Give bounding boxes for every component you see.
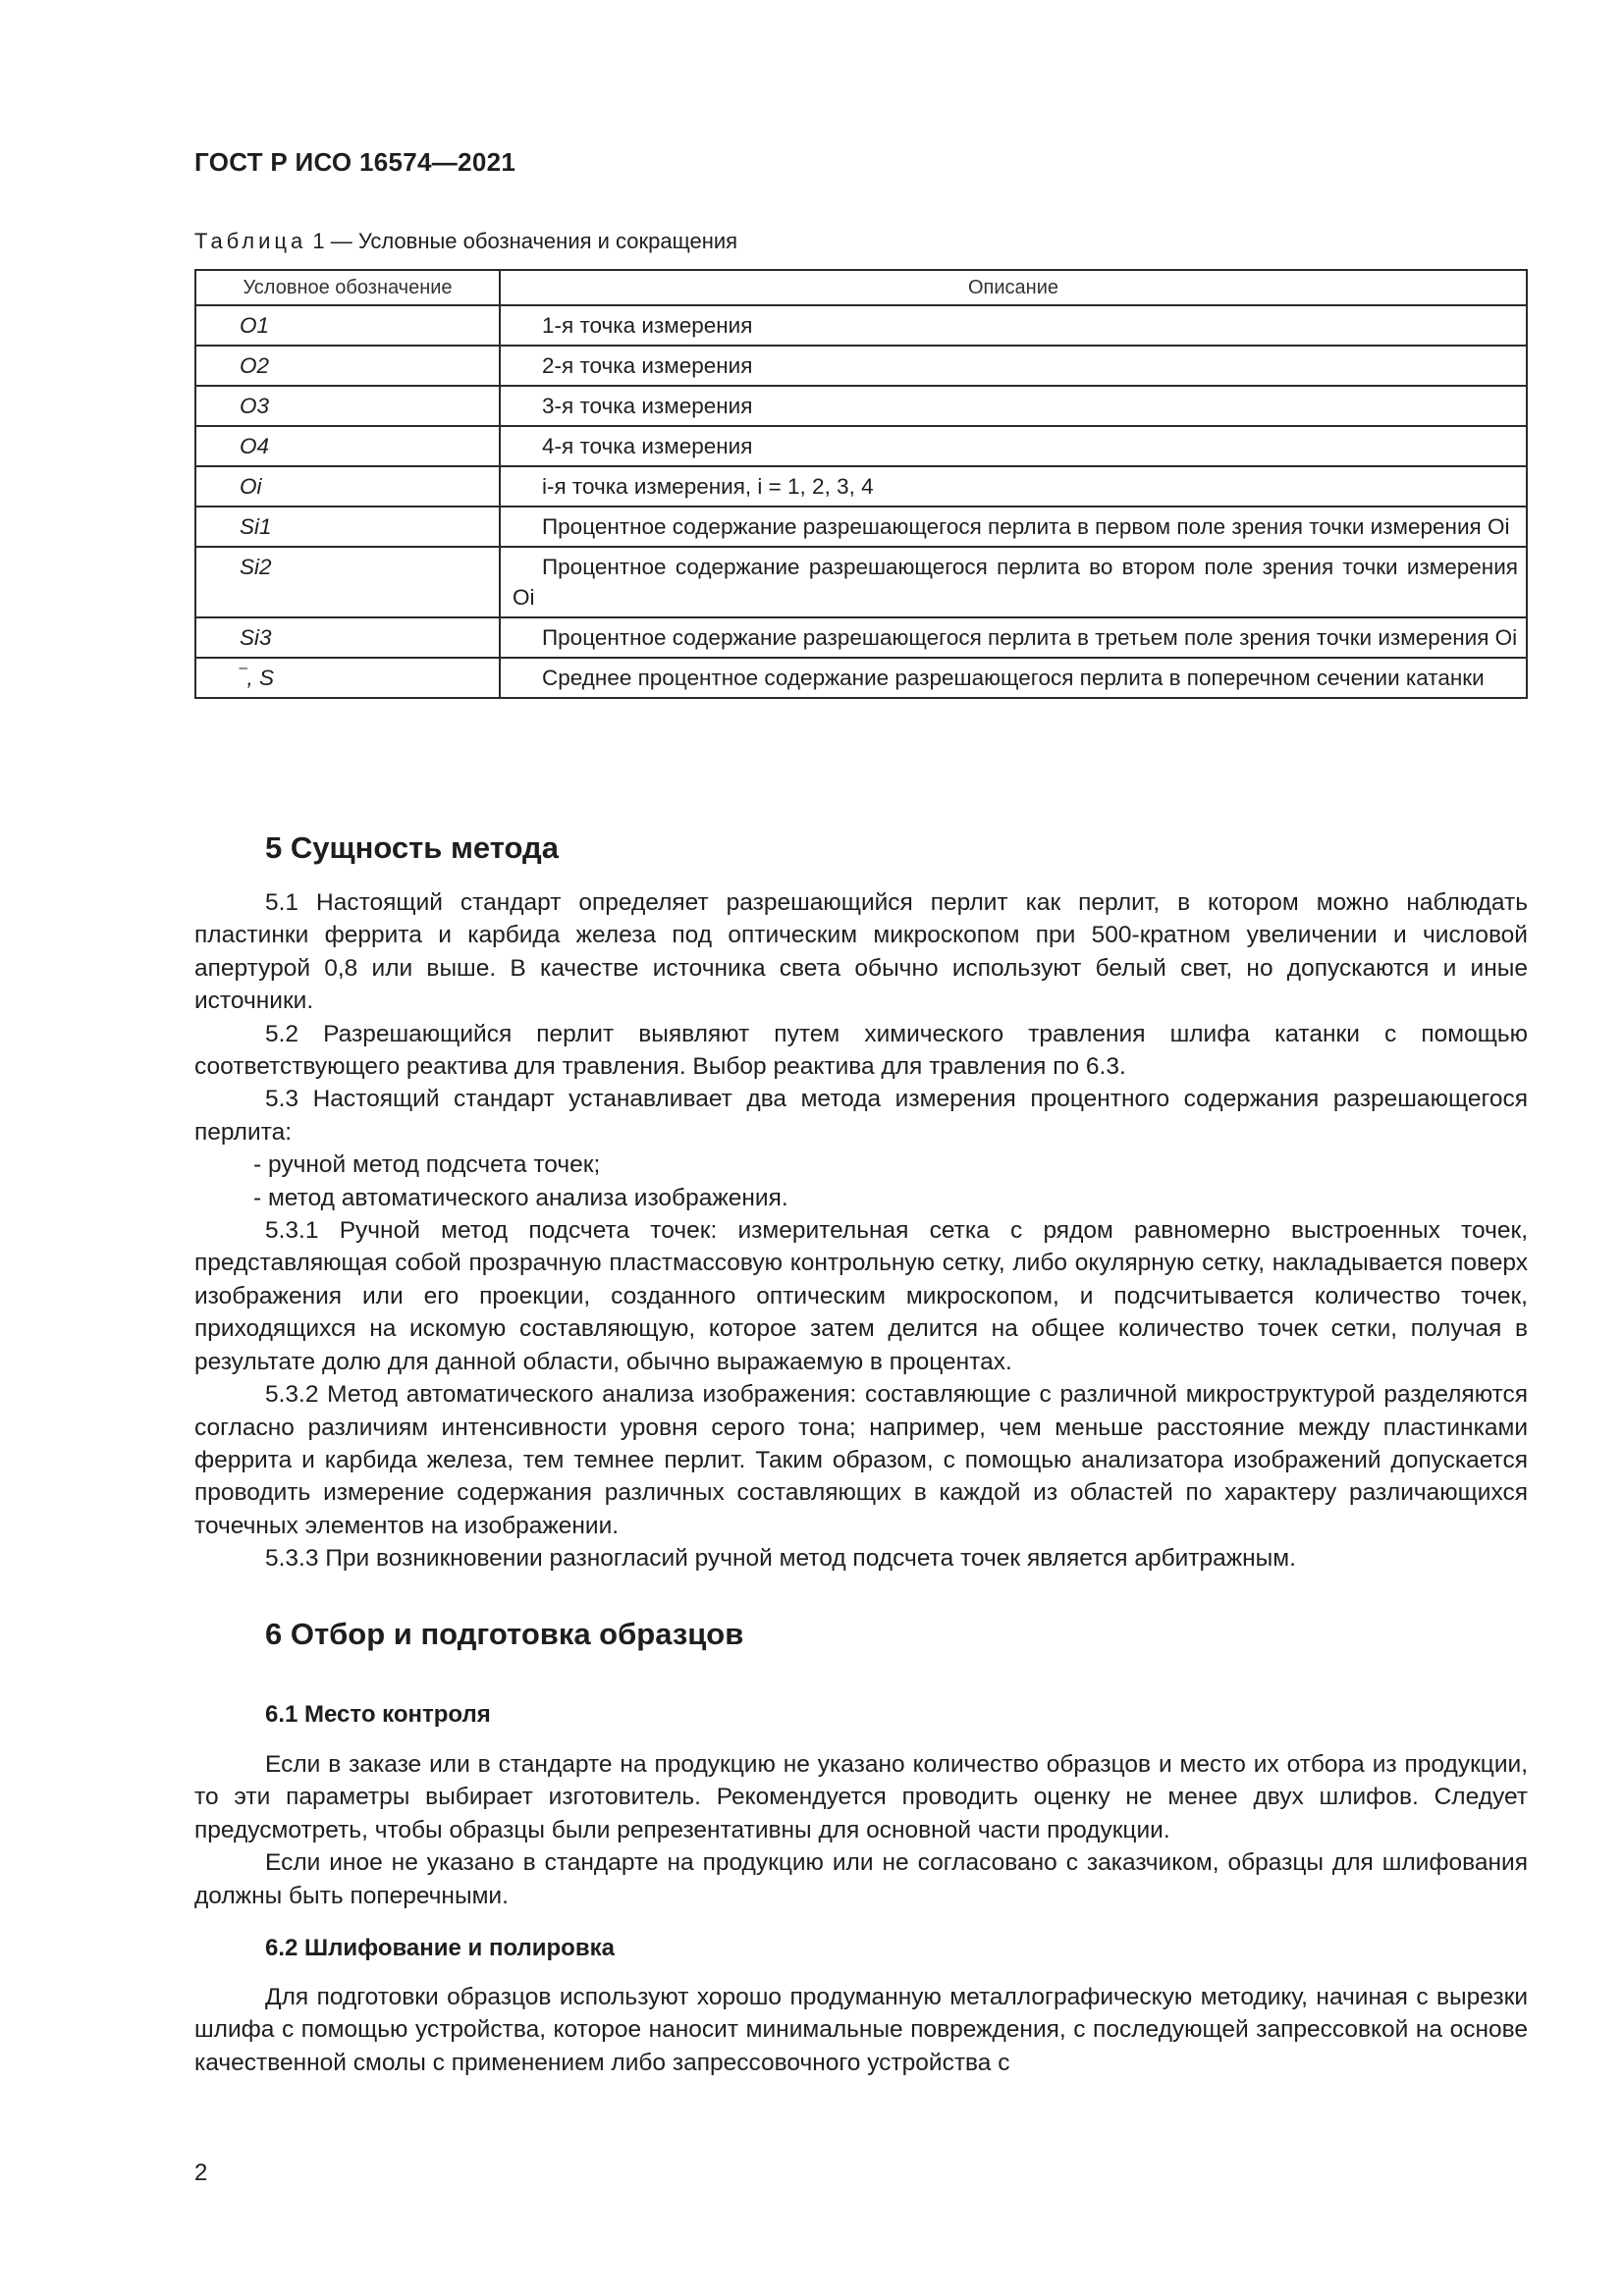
symbols-table xyxy=(194,269,1528,699)
section-5-body xyxy=(194,886,1528,1575)
subsection-6-2-body xyxy=(194,1981,1528,2079)
column-header-description: Описание xyxy=(500,270,1527,305)
symbol-cell: Si3 xyxy=(195,617,500,658)
list-item-manual: - ручной метод подсчета точек; xyxy=(253,1151,601,1179)
table-row xyxy=(195,466,1527,507)
description-cell: i-я точка измерения, i = 1, 2, 3, 4 xyxy=(500,466,1527,507)
description-cell xyxy=(500,658,1527,698)
table-caption-prefix: Таблица xyxy=(194,229,307,253)
description-cell: 4-я точка измерения xyxy=(500,426,1527,466)
symbol-cell: ‾, S xyxy=(195,658,500,698)
symbol-cell: O4 xyxy=(195,426,500,466)
table-header-row xyxy=(195,270,1527,305)
paragraph-5-3-2: 5.3.2 Метод автоматического анализа изображения: составляющие с различной микроструктурой разделяются согласно различиям интенсивности уровня серого тона; например, чем меньше расстояние между пластинками феррита и карбида железа, тем темнее перлит. Таким образом, с помощью анализатора изображений допускается проводить измерение содержания различных составляющих в каждой из областей по характеру различающихся точечных элементов на изображении. xyxy=(194,1381,1528,1539)
description-text: Процентное содержание разрешающегося перлита в первом поле зрения точки измерения Oi xyxy=(542,514,1510,539)
table-row xyxy=(195,547,1527,617)
paragraph-5-2: 5.2 Разрешающийся перлит выявляют путем химического травления шлифа катанки с помощью соответствующего реактива для травления. Выбор реактива для травления по 6.3. xyxy=(194,1020,1528,1081)
symbol-cell: O2 xyxy=(195,346,500,386)
document-header: ГОСТ Р ИСО 16574—2021 xyxy=(194,147,516,177)
table-row xyxy=(195,617,1527,658)
symbol-cell: O3 xyxy=(195,386,500,426)
paragraph-5-3-3: 5.3.3 При возникновении разногласий ручной метод подсчета точек является арбитражным. xyxy=(265,1545,1296,1573)
subsection-6-1-body xyxy=(194,1748,1528,1912)
table-row xyxy=(195,386,1527,426)
symbol-cell: Si2 xyxy=(195,547,500,617)
table-row xyxy=(195,658,1527,698)
description-cell xyxy=(500,507,1527,547)
section-5-heading: 5 Сущность метода xyxy=(265,830,559,865)
paragraph-5-1: 5.1 Настоящий стандарт определяет разрешающийся перлит как перлит, в котором можно наблюдать пластинки феррита и карбида железа под оптическим микроскопом при 500-кратном увеличении и числовой апертурой 0,8 или выше. В качестве источника света обычно используют белый свет, но допускаются и иные источники. xyxy=(194,889,1528,1015)
description-cell xyxy=(500,617,1527,658)
description-cell: 2-я точка измерения xyxy=(500,346,1527,386)
description-cell: 1-я точка измерения xyxy=(500,305,1527,346)
table-row xyxy=(195,426,1527,466)
paragraph-5-3-1: 5.3.1 Ручной метод подсчета точек: измерительная сетка с рядом равномерно выстроенных точек, представляющая собой прозрачную пластмассовую контрольную сетку, либо окулярную сетку, накладывается поверх изображения или его проекции, созданного оптическим микроскопом, и подсчитывается количество точек, приходящихся на искомую составляющую, которое затем делится на общее количество точек сетки, получая в результате долю для данной области, обычно выражаемую в процентах. xyxy=(194,1217,1528,1375)
description-cell xyxy=(500,547,1527,617)
paragraph-6-2-a: Для подготовки образцов используют хорошо продуманную металлографическую методику, начиная с вырезки шлифа с помощью устройства, которое наносит минимальные повреждения, с последующей запрессовкой на основе качественной смолы с применением либо запрессовочного устройства с xyxy=(194,1984,1528,2076)
section-6-heading: 6 Отбор и подготовка образцов xyxy=(265,1617,744,1651)
paragraph-6-1-b: Если иное не указано в стандарте на продукцию или не согласовано с заказчиком, образцы для шлифования должны быть поперечными. xyxy=(194,1849,1528,1909)
table-row xyxy=(195,346,1527,386)
table-row xyxy=(195,507,1527,547)
subsection-6-1-heading: 6.1 Место контроля xyxy=(265,1701,491,1728)
list-item-automatic: - метод автоматического анализа изображения. xyxy=(253,1184,788,1211)
symbol-cell: O1 xyxy=(195,305,500,346)
column-header-symbol: Условное обозначение xyxy=(195,270,500,305)
description-text: Процентное содержание разрешающегося перлита во втором поле зрения точки измерения Oi xyxy=(513,555,1518,610)
description-cell: 3-я точка измерения xyxy=(500,386,1527,426)
table-caption xyxy=(194,229,737,254)
paragraph-5-3: 5.3 Настоящий стандарт устанавливает два метода измерения процентного содержания разрешающегося перлита: xyxy=(194,1086,1528,1146)
table-row xyxy=(195,305,1527,346)
symbol-cell: Si1 xyxy=(195,507,500,547)
page-number: 2 xyxy=(194,2160,208,2186)
table-caption-text: 1 — Условные обозначения и сокращения xyxy=(306,229,738,253)
description-text: Процентное содержание разрешающегося перлита в третьем поле зрения точки измерения Oi xyxy=(542,625,1518,650)
description-text: Среднее процентное содержание разрешающегося перлита в поперечном сечении катанки xyxy=(542,666,1485,690)
subsection-6-2-heading: 6.2 Шлифование и полировка xyxy=(265,1935,615,1961)
symbol-cell: Oi xyxy=(195,466,500,507)
paragraph-6-1-a: Если в заказе или в стандарте на продукцию не указано количество образцов и место их отбора из продукции, то эти параметры выбирает изготовитель. Рекомендуется проводить оценку не менее двух шлифов. Следует предусмотреть, чтобы образцы были репрезентативны для основной части продукции. xyxy=(194,1751,1528,1843)
